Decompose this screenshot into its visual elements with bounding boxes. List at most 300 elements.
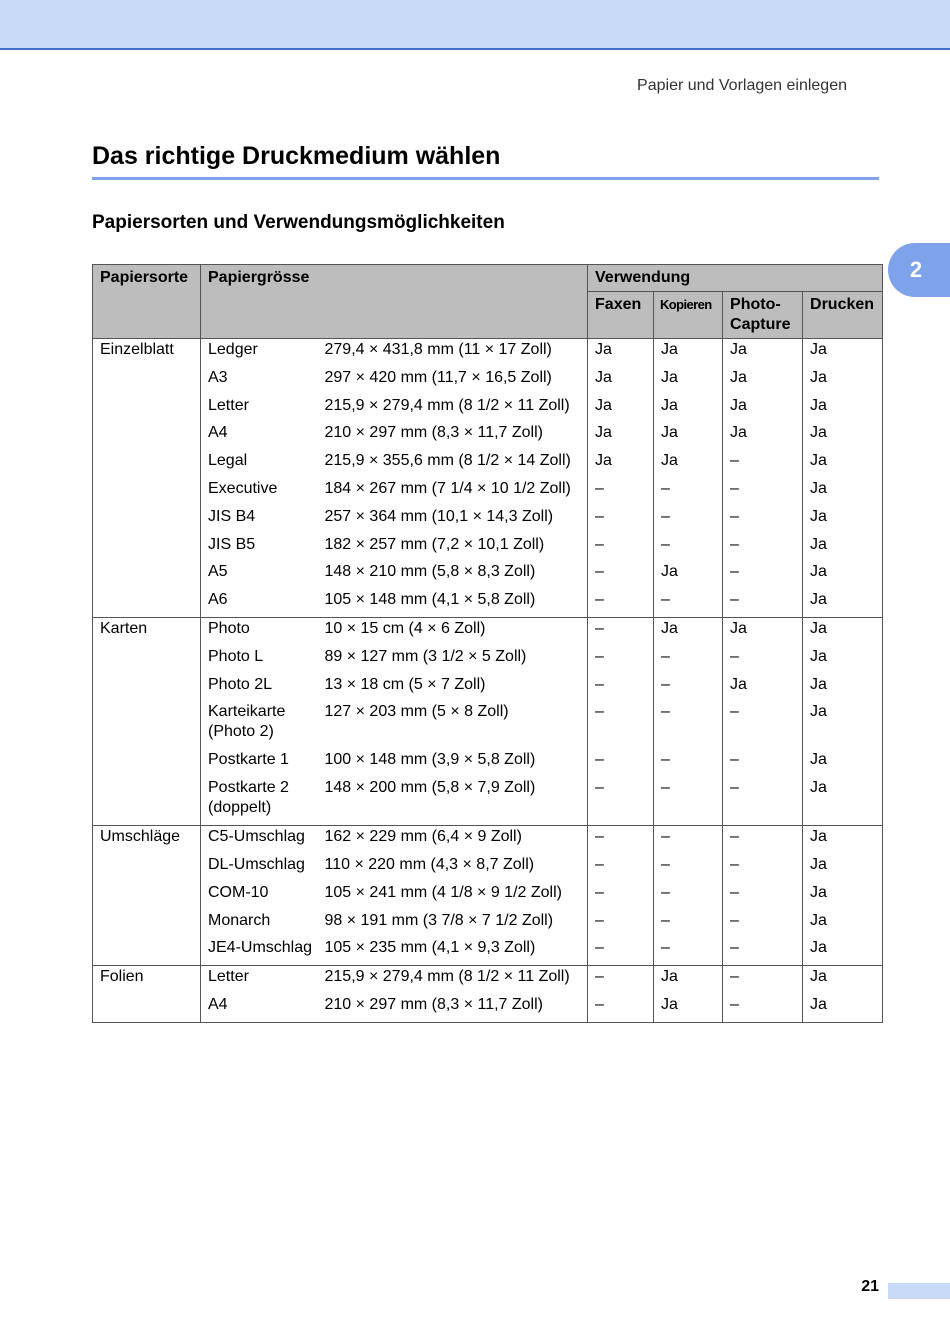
cell-kopieren-text: Ja	[661, 619, 678, 637]
cell-faxen	[588, 506, 654, 534]
cell-size-name-text: A4	[208, 424, 228, 442]
cell-drucken	[803, 478, 883, 506]
cell-photo-capture-text: Ja	[730, 396, 747, 414]
cell-faxen	[588, 777, 654, 826]
cell-size-dimensions	[325, 478, 588, 506]
table-row	[93, 749, 883, 777]
cell-photo-capture-text: –	[730, 779, 739, 797]
cell-size-dimensions	[325, 339, 588, 367]
cell-size-name	[201, 966, 325, 994]
cell-photo-capture-text: –	[730, 563, 739, 581]
cell-faxen-text: –	[595, 591, 604, 609]
cell-photo-capture-text: –	[730, 995, 739, 1013]
cell-kopieren-text: –	[661, 591, 670, 609]
cell-kopieren-text: –	[661, 911, 670, 929]
cell-photo-capture	[723, 478, 803, 506]
cell-size-dimensions	[325, 561, 588, 589]
cell-drucken	[803, 617, 883, 645]
header-band	[0, 0, 950, 50]
cell-size-dimensions-text: 182 × 257 mm (7,2 × 10,1 Zoll)	[324, 535, 545, 553]
table-row	[93, 367, 883, 395]
cell-size-name	[201, 749, 325, 777]
cell-kopieren-text: –	[661, 779, 670, 797]
cell-faxen-text: –	[595, 883, 604, 901]
cell-kopieren-text: Ja	[661, 341, 678, 358]
cell-photo-capture-text: –	[730, 479, 739, 497]
cell-drucken	[803, 749, 883, 777]
cell-drucken	[803, 701, 883, 749]
cell-photo-capture-text: –	[730, 855, 739, 873]
cell-size-name	[201, 826, 325, 854]
cell-kopieren	[654, 367, 723, 395]
cell-size-dimensions	[325, 826, 588, 854]
cell-size-name-text: A5	[208, 563, 228, 581]
cell-kopieren-text: –	[661, 751, 670, 769]
cell-kopieren	[654, 674, 723, 702]
cell-kopieren	[654, 395, 723, 423]
cell-photo-capture-text: –	[730, 828, 739, 846]
cell-size-name	[201, 339, 325, 367]
cell-faxen-text: –	[595, 675, 604, 693]
table-row	[93, 506, 883, 534]
cell-kopieren	[654, 450, 723, 478]
cell-drucken	[803, 422, 883, 450]
cell-size-name-text: Executive	[208, 479, 278, 497]
cell-photo-capture	[723, 534, 803, 562]
cell-size-name	[201, 478, 325, 506]
cell-faxen	[588, 854, 654, 882]
cell-kopieren	[654, 994, 723, 1022]
cell-drucken	[803, 937, 883, 965]
cell-photo-capture	[723, 882, 803, 910]
cell-faxen	[588, 339, 654, 367]
papiersorte-label: Karten	[100, 619, 148, 637]
cell-kopieren-text: Ja	[661, 396, 678, 414]
cell-photo-capture	[723, 367, 803, 395]
cell-faxen-text: –	[595, 619, 604, 637]
cell-size-dimensions-text: 105 × 148 mm (4,1 × 5,8 Zoll)	[324, 591, 536, 609]
table-row	[93, 561, 883, 589]
cell-photo-capture	[723, 937, 803, 965]
cell-kopieren-text: Ja	[661, 968, 678, 986]
cell-photo-capture-text: –	[730, 647, 739, 665]
table-row	[93, 422, 883, 450]
header-kopieren: Kopieren	[654, 292, 723, 339]
cell-photo-capture	[723, 777, 803, 826]
cell-size-name	[201, 395, 325, 423]
cell-photo-capture	[723, 339, 803, 367]
cell-photo-capture	[723, 826, 803, 854]
cell-size-dimensions-text: 257 × 364 mm (10,1 × 14,3 Zoll)	[324, 507, 554, 525]
cell-photo-capture-text: –	[730, 591, 739, 609]
cell-kopieren-text: –	[661, 883, 670, 901]
table-row	[93, 534, 883, 562]
cell-papiersorte	[93, 339, 201, 618]
cell-photo-capture	[723, 966, 803, 994]
cell-drucken	[803, 966, 883, 994]
cell-photo-capture-text: –	[730, 452, 739, 470]
cell-faxen-text: Ja	[595, 368, 612, 386]
chapter-tab: 2	[888, 243, 950, 297]
cell-size-name-text: C5-Umschlag	[208, 828, 305, 846]
cell-size-name-text: Postkarte 1	[208, 751, 289, 769]
table-row	[93, 937, 883, 965]
cell-drucken-text: Ja	[810, 341, 827, 358]
cell-photo-capture-text: –	[730, 968, 739, 986]
cell-faxen	[588, 826, 654, 854]
cell-photo-capture	[723, 617, 803, 645]
cell-drucken-text: Ja	[810, 619, 827, 637]
page-number: 21	[861, 1278, 879, 1295]
cell-photo-capture	[723, 646, 803, 674]
cell-kopieren-text: –	[661, 939, 670, 957]
cell-photo-capture-text: Ja	[730, 341, 747, 358]
cell-size-dimensions	[325, 674, 588, 702]
cell-papiersorte	[93, 826, 201, 966]
cell-faxen	[588, 534, 654, 562]
cell-size-dimensions-text: 148 × 200 mm (5,8 × 7,9 Zoll)	[324, 779, 536, 797]
cell-drucken-text: Ja	[810, 939, 827, 957]
cell-faxen	[588, 395, 654, 423]
cell-size-name	[201, 589, 325, 617]
cell-kopieren-text: Ja	[661, 563, 678, 581]
cell-size-name-text: A4	[208, 995, 228, 1013]
cell-size-dimensions-text: 210 × 297 mm (8,3 × 11,7 Zoll)	[324, 424, 543, 442]
cell-kopieren-text: –	[661, 855, 670, 873]
cell-size-dimensions-text: 162 × 229 mm (6,4 × 9 Zoll)	[324, 828, 522, 846]
cell-drucken	[803, 534, 883, 562]
header-papiersorte: Papiersorte	[93, 265, 201, 339]
table-row	[93, 994, 883, 1022]
header-photo-capture: Photo-Capture	[723, 292, 803, 339]
cell-photo-capture	[723, 561, 803, 589]
cell-drucken-text: Ja	[810, 855, 827, 873]
cell-size-dimensions	[325, 854, 588, 882]
cell-size-name-text: Monarch	[208, 911, 271, 929]
cell-size-dimensions	[325, 910, 588, 938]
cell-size-name-text: A3	[208, 368, 228, 386]
cell-faxen-text: –	[595, 563, 604, 581]
cell-kopieren	[654, 506, 723, 534]
cell-kopieren-text: –	[661, 675, 670, 693]
cell-size-dimensions-text: 98 × 191 mm (3 7/8 × 7 1/2 Zoll)	[324, 911, 554, 929]
cell-kopieren-text: –	[661, 647, 670, 665]
cell-drucken	[803, 777, 883, 826]
cell-size-dimensions	[325, 882, 588, 910]
cell-kopieren-text: Ja	[661, 424, 678, 442]
cell-kopieren	[654, 937, 723, 965]
cell-faxen-text: –	[595, 647, 604, 665]
cell-faxen-text: Ja	[595, 452, 612, 470]
cell-size-name	[201, 674, 325, 702]
cell-photo-capture-text: –	[730, 751, 739, 769]
cell-size-name-text: Legal	[208, 452, 248, 470]
cell-faxen	[588, 701, 654, 749]
cell-photo-capture	[723, 506, 803, 534]
cell-size-name-text: JE4-Umschlag	[208, 939, 313, 957]
cell-drucken-text: Ja	[810, 424, 827, 442]
cell-faxen-text: Ja	[595, 396, 612, 414]
cell-drucken-text: Ja	[810, 779, 827, 797]
header-verwendung: Verwendung	[588, 265, 883, 292]
cell-drucken-text: Ja	[810, 828, 827, 846]
cell-size-dimensions-text: 10 × 15 cm (4 × 6 Zoll)	[324, 619, 486, 637]
cell-photo-capture	[723, 994, 803, 1022]
cell-kopieren	[654, 339, 723, 367]
cell-photo-capture	[723, 395, 803, 423]
cell-size-name	[201, 561, 325, 589]
header-faxen: Faxen	[588, 292, 654, 339]
cell-faxen	[588, 478, 654, 506]
cell-faxen-text: –	[595, 479, 604, 497]
cell-size-dimensions	[325, 395, 588, 423]
cell-size-name	[201, 506, 325, 534]
cell-drucken	[803, 589, 883, 617]
cell-drucken	[803, 910, 883, 938]
cell-size-dimensions-text: 105 × 241 mm (4 1/8 × 9 1/2 Zoll)	[324, 883, 562, 901]
cell-size-name	[201, 854, 325, 882]
cell-drucken-text: Ja	[810, 751, 827, 769]
cell-drucken-text: Ja	[810, 452, 827, 470]
cell-size-dimensions-text: 110 × 220 mm (4,3 × 8,7 Zoll)	[324, 855, 535, 873]
table-row	[93, 450, 883, 478]
cell-photo-capture-text: –	[730, 507, 739, 525]
cell-size-dimensions-text: 215,9 × 279,4 mm (8 1/2 × 11 Zoll)	[324, 968, 570, 986]
cell-kopieren-text: –	[661, 479, 670, 497]
cell-kopieren	[654, 646, 723, 674]
cell-kopieren-text: –	[661, 535, 670, 553]
cell-drucken	[803, 854, 883, 882]
cell-size-name-text: JIS B5	[208, 535, 256, 553]
cell-size-name	[201, 450, 325, 478]
table-row	[93, 777, 883, 826]
cell-size-name-text: A6	[208, 591, 228, 609]
cell-size-name-text: Karteikarte (Photo 2)	[208, 703, 286, 741]
table-row	[93, 395, 883, 423]
cell-drucken-text: Ja	[810, 396, 827, 414]
cell-size-dimensions	[325, 617, 588, 645]
title-underline	[92, 177, 879, 180]
cell-photo-capture-text: –	[730, 703, 739, 721]
papiersorte-label: Folien	[100, 968, 144, 986]
cell-size-dimensions	[325, 422, 588, 450]
cell-drucken-text: Ja	[810, 591, 827, 609]
cell-photo-capture-text: Ja	[730, 424, 747, 442]
cell-size-name	[201, 937, 325, 965]
cell-size-dimensions	[325, 937, 588, 965]
paper-types-table	[92, 264, 883, 1023]
cell-size-name	[201, 534, 325, 562]
cell-faxen	[588, 749, 654, 777]
cell-faxen-text: –	[595, 939, 604, 957]
cell-size-dimensions-text: 13 × 18 cm (5 × 7 Zoll)	[324, 675, 486, 693]
cell-drucken	[803, 674, 883, 702]
cell-size-name	[201, 777, 325, 826]
cell-faxen	[588, 450, 654, 478]
cell-size-dimensions-text: 215,9 × 355,6 mm (8 1/2 × 14 Zoll)	[324, 452, 571, 470]
cell-drucken	[803, 561, 883, 589]
cell-photo-capture	[723, 422, 803, 450]
cell-kopieren	[654, 882, 723, 910]
cell-faxen	[588, 882, 654, 910]
cell-size-name-text: Letter	[208, 396, 249, 414]
cell-kopieren-text: –	[661, 828, 670, 846]
cell-photo-capture	[723, 589, 803, 617]
cell-size-dimensions	[325, 646, 588, 674]
cell-size-dimensions-text: 210 × 297 mm (8,3 × 11,7 Zoll)	[324, 995, 543, 1013]
cell-size-name-text: COM-10	[208, 883, 269, 901]
cell-size-dimensions	[325, 534, 588, 562]
cell-drucken-text: Ja	[810, 911, 827, 929]
cell-kopieren	[654, 826, 723, 854]
cell-faxen	[588, 966, 654, 994]
cell-faxen-text: –	[595, 995, 604, 1013]
cell-drucken	[803, 882, 883, 910]
footer-bar	[888, 1283, 950, 1299]
cell-faxen	[588, 561, 654, 589]
cell-size-name	[201, 701, 325, 749]
table-row	[93, 854, 883, 882]
cell-kopieren-text: –	[661, 507, 670, 525]
table-row	[93, 646, 883, 674]
cell-photo-capture	[723, 854, 803, 882]
cell-drucken	[803, 367, 883, 395]
cell-papiersorte	[93, 617, 201, 825]
cell-photo-capture-text: Ja	[730, 619, 747, 637]
cell-faxen	[588, 422, 654, 450]
table-body	[93, 339, 883, 1023]
cell-drucken	[803, 339, 883, 367]
cell-kopieren-text: Ja	[661, 452, 678, 470]
cell-size-name-text: Photo L	[208, 647, 264, 665]
cell-kopieren	[654, 749, 723, 777]
cell-size-name-text: Photo 2L	[208, 675, 273, 693]
running-header: Papier und Vorlagen einlegen	[637, 77, 847, 94]
table-row	[93, 701, 883, 749]
cell-faxen-text: –	[595, 751, 604, 769]
cell-size-dimensions-text: 297 × 420 mm (11,7 × 16,5 Zoll)	[324, 368, 552, 386]
cell-size-name	[201, 646, 325, 674]
cell-photo-capture-text: Ja	[730, 675, 747, 693]
cell-size-dimensions	[325, 506, 588, 534]
cell-faxen	[588, 994, 654, 1022]
cell-drucken	[803, 506, 883, 534]
cell-size-dimensions-text: 215,9 × 279,4 mm (8 1/2 × 11 Zoll)	[324, 396, 570, 414]
cell-size-dimensions	[325, 701, 588, 749]
cell-kopieren	[654, 617, 723, 645]
cell-size-name-text: Photo	[208, 619, 250, 637]
cell-faxen	[588, 910, 654, 938]
cell-drucken-text: Ja	[810, 507, 827, 525]
table-row	[93, 617, 883, 645]
cell-kopieren	[654, 561, 723, 589]
cell-size-dimensions-text: 184 × 267 mm (7 1/4 × 10 1/2 Zoll)	[324, 479, 571, 497]
cell-faxen-text: –	[595, 855, 604, 873]
cell-photo-capture-text: –	[730, 911, 739, 929]
cell-size-name-text: Letter	[208, 968, 249, 986]
cell-faxen-text: Ja	[595, 424, 612, 442]
cell-drucken-text: Ja	[810, 535, 827, 553]
cell-size-dimensions	[325, 367, 588, 395]
cell-size-dimensions	[325, 994, 588, 1022]
cell-drucken-text: Ja	[810, 647, 827, 665]
table-row	[93, 882, 883, 910]
cell-drucken-text: Ja	[810, 968, 827, 986]
cell-photo-capture-text: –	[730, 535, 739, 553]
cell-size-name-text: Postkarte 2 (doppelt)	[208, 779, 289, 817]
cell-photo-capture	[723, 910, 803, 938]
papiersorte-label: Einzelblatt	[100, 341, 174, 358]
cell-papiersorte	[93, 966, 201, 1023]
cell-faxen	[588, 589, 654, 617]
header-papiergroesse: Papiergrösse	[201, 265, 588, 339]
cell-kopieren	[654, 589, 723, 617]
cell-size-name-text: JIS B4	[208, 507, 256, 525]
table-row	[93, 589, 883, 617]
table-row	[93, 910, 883, 938]
cell-kopieren	[654, 478, 723, 506]
cell-photo-capture	[723, 701, 803, 749]
cell-photo-capture	[723, 749, 803, 777]
cell-faxen-text: –	[595, 779, 604, 797]
cell-kopieren	[654, 701, 723, 749]
cell-drucken-text: Ja	[810, 675, 827, 693]
cell-size-dimensions-text: 127 × 203 mm (5 × 8 Zoll)	[324, 703, 509, 721]
cell-kopieren	[654, 854, 723, 882]
cell-drucken-text: Ja	[810, 368, 827, 386]
cell-faxen-text: Ja	[595, 341, 612, 358]
cell-kopieren-text: Ja	[661, 995, 678, 1013]
table-row	[93, 339, 883, 367]
cell-drucken-text: Ja	[810, 563, 827, 581]
header-drucken: Drucken	[803, 292, 883, 339]
cell-size-name	[201, 882, 325, 910]
cell-faxen	[588, 617, 654, 645]
cell-drucken	[803, 826, 883, 854]
cell-size-name	[201, 617, 325, 645]
cell-faxen-text: –	[595, 911, 604, 929]
cell-drucken-text: Ja	[810, 995, 827, 1013]
section-subtitle: Papiersorten und Verwendungsmöglichkeiten	[92, 212, 505, 233]
cell-size-dimensions-text: 148 × 210 mm (5,8 × 8,3 Zoll)	[324, 563, 536, 581]
cell-drucken-text: Ja	[810, 703, 827, 721]
cell-photo-capture-text: Ja	[730, 368, 747, 386]
cell-kopieren	[654, 966, 723, 994]
cell-faxen	[588, 367, 654, 395]
cell-size-dimensions-text: 279,4 × 431,8 mm (11 × 17 Zoll)	[324, 341, 552, 358]
cell-kopieren	[654, 910, 723, 938]
cell-drucken-text: Ja	[810, 479, 827, 497]
cell-drucken	[803, 395, 883, 423]
cell-size-name-text: Ledger	[208, 341, 258, 358]
cell-photo-capture-text: –	[730, 883, 739, 901]
cell-size-name	[201, 367, 325, 395]
page-title: Das richtige Druckmedium wählen	[92, 142, 501, 170]
cell-photo-capture	[723, 450, 803, 478]
cell-kopieren	[654, 534, 723, 562]
cell-faxen-text: –	[595, 828, 604, 846]
cell-kopieren-text: Ja	[661, 368, 678, 386]
cell-photo-capture	[723, 674, 803, 702]
cell-drucken	[803, 994, 883, 1022]
table-row	[93, 966, 883, 994]
cell-size-dimensions	[325, 589, 588, 617]
table-row	[93, 478, 883, 506]
cell-size-name-text: DL-Umschlag	[208, 855, 305, 873]
cell-size-dimensions-text: 89 × 127 mm (3 1/2 × 5 Zoll)	[324, 647, 527, 665]
cell-size-dimensions-text: 105 × 235 mm (4,1 × 9,3 Zoll)	[324, 939, 536, 957]
cell-size-dimensions-text: 100 × 148 mm (3,9 × 5,8 Zoll)	[324, 751, 536, 769]
